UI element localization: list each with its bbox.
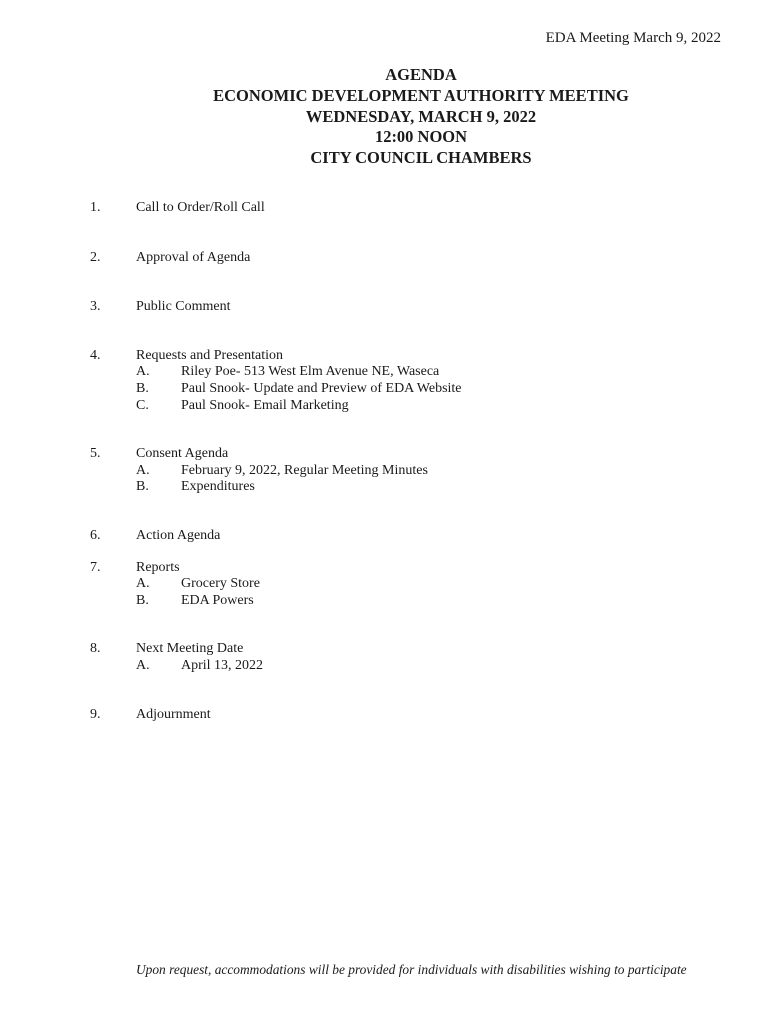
sub-item-letter: A.: [136, 462, 150, 478]
sub-item-text: April 13, 2022: [181, 657, 264, 673]
agenda-item-consent-agenda: [0, 446, 770, 496]
title-line-location: CITY COUNCIL CHAMBERS: [310, 148, 532, 168]
sub-item-letter: A.: [136, 657, 150, 673]
item-title: Next Meeting Date: [136, 641, 244, 657]
sub-item-text: Grocery Store: [181, 576, 260, 592]
sub-item: [0, 398, 770, 415]
item-title: Approval of Agenda: [136, 249, 251, 265]
sub-item-text: Expenditures: [181, 479, 255, 495]
header-meeting-date: EDA Meeting March 9, 2022: [545, 30, 721, 46]
sub-item: [0, 576, 770, 593]
sub-item: [0, 381, 770, 398]
agenda-title-block: [0, 65, 770, 169]
sub-item: [0, 593, 770, 610]
agenda-list: [0, 200, 770, 739]
agenda-item-action-agenda: [0, 528, 770, 545]
accommodations-notice: Upon request, accommodations will be provided for individuals with disabilities wishing to participate: [136, 962, 687, 977]
title-line-authority: ECONOMIC DEVELOPMENT AUTHORITY MEETING: [213, 85, 629, 105]
item-number: 8.: [90, 641, 101, 657]
sub-item-text: February 9, 2022, Regular Meeting Minutes: [181, 462, 428, 478]
sub-item: [0, 479, 770, 496]
agenda-item-reports: [0, 560, 770, 610]
item-title: Call to Order/Roll Call: [136, 200, 265, 215]
sub-item-letter: C.: [136, 397, 149, 413]
title-line-agenda: AGENDA: [385, 65, 457, 84]
sub-item: [0, 463, 770, 480]
sub-item-text: EDA Powers: [181, 592, 254, 608]
item-title: Public Comment: [136, 299, 231, 315]
item-title: Action Agenda: [136, 527, 221, 543]
sub-item-letter: B.: [136, 592, 149, 608]
sub-item: [0, 658, 770, 675]
agenda-item-approval-of-agenda: [0, 250, 770, 267]
item-number: 5.: [90, 446, 101, 462]
sub-item-text: Paul Snook- Update and Preview of EDA Website: [181, 380, 462, 396]
title-line-time: 12:00 NOON: [374, 127, 468, 147]
sub-item-text: Riley Poe- 513 West Elm Avenue NE, Waseca: [181, 364, 440, 380]
item-number: 3.: [90, 299, 101, 315]
sub-item-text: Paul Snook- Email Marketing: [181, 397, 349, 413]
sub-item-letter: A.: [136, 364, 150, 380]
sub-item-letter: B.: [136, 380, 149, 396]
item-title: Consent Agenda: [136, 446, 229, 462]
title-line-date: WEDNESDAY, MARCH 9, 2022: [305, 106, 537, 126]
agenda-item-next-meeting-date: [0, 641, 770, 674]
item-number: 9.: [90, 706, 101, 722]
item-number: 6.: [90, 527, 101, 543]
sub-item-letter: A.: [136, 576, 150, 592]
item-title: Requests and Presentation: [136, 347, 283, 363]
item-number: 2.: [90, 249, 101, 265]
agenda-item-call-to-order: [0, 200, 770, 217]
item-number: 4.: [90, 347, 101, 363]
item-title: Adjournment: [136, 706, 211, 722]
agenda-item-requests-and-presentation: [0, 348, 770, 414]
item-number: 7.: [90, 559, 101, 575]
sub-item: [0, 364, 770, 381]
agenda-item-adjournment: [0, 707, 770, 724]
sub-item-letter: B.: [136, 479, 149, 495]
item-title: Reports: [136, 559, 180, 575]
agenda-item-public-comment: [0, 299, 770, 316]
item-number: 1.: [90, 200, 101, 215]
